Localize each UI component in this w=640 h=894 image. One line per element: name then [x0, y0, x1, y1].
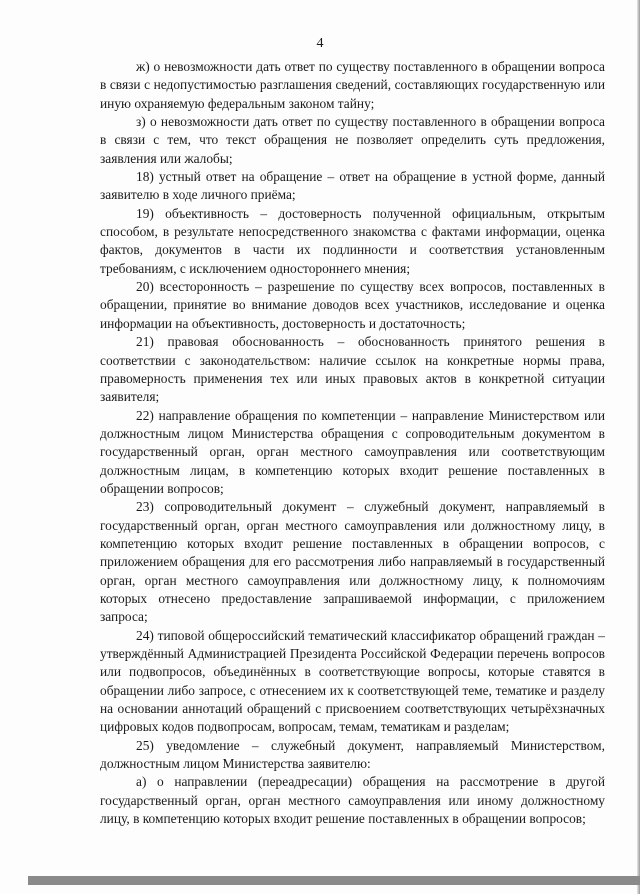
scan-edge-bottom: [28, 876, 640, 885]
paragraph-23: 23) сопроводительный документ – служебный документ, направляемый в государственный орган, орган местного самоуправления или должностному лицу, в компетенцию которых входит решение поставленных в обращении вопросов, с приложением обращения для его рассмотрения либо направляемый в государственный орган, орган местного самоуправления или должностному лицу, к полномочиям которых отнесено предоставление запрашиваемой информации, с приложением запроса;: [100, 499, 605, 625]
paragraph-22: 22) направление обращения по компетенции – направление Министерством или должностным лицом Министерства обращения с сопроводительным документом в государственный орган, орган местного самоуправления или соответствующим должностным лицам, в компетенцию которых входит решение поставленных в обращении вопросов;: [100, 407, 605, 496]
paragraph-25: 25) уведомление – служебный документ, направляемый Министерством, должностным лицом Министерства заявителю:: [100, 737, 605, 772]
document-body: [100, 58, 605, 828]
paragraph-20: 20) всесторонность – разрешение по существу всех вопросов, поставленных в обращении, принятие во внимание доводов всех участников, исследование и оценка информации на объективность, достоверность и достаточность;: [100, 279, 605, 331]
paragraph-24: 24) типовой общероссийский тематический классификатор обращений граждан – утверждённый Администрацией Президента Российской Федерации перечень вопросов или подвопросов, объединённых в соответствующие вопросы, которые ставятся в обращении либо запросе, с отнесением их к соответствующей теме, тематике и разделу на основании аннотаций обращений с присвоением соответствующих четырёхзначных цифровых кодов подвопросам, вопросам, темам, тематикам и разделам;: [100, 627, 605, 735]
paragraph-18: 18) устный ответ на обращение – ответ на обращение в устной форме, данный заявителю в ходе личного приёма;: [100, 169, 605, 203]
paragraph-z: з) о невозможности дать ответ по существу поставленного в обращении вопроса в связи с тем, что текст обращения не позволяет определить суть предложения, заявления или жалобы;: [100, 114, 605, 166]
paragraph-19: 19) объективность – достоверность полученной официальным, открытым способом, в результате непосредственного знакомства с фактами информации, оценка фактов, документов в части их подлинности и соответствия установленным требованиям, с исключением одностороннего мнения;: [100, 205, 605, 276]
paragraph-25a: а) о направлении (переадресации) обращения на рассмотрение в другой государственный орган, орган местного самоуправления или иному должностному лицу, в компетенцию которых входит решение поставленных в обращении вопросов;: [100, 774, 605, 827]
page-number: 4: [316, 36, 324, 51]
paragraph-21: 21) правовая обоснованность – обоснованность принятого решения в соответствии с законодательством: наличие ссылок на конкретные нормы права, правомерность применения тех или иных правовых актов в конкретной ситуации заявителя;: [100, 334, 605, 405]
paragraph-zh: ж) о невозможности дать ответ по существу поставленного в обращении вопроса в связи с недопустимостью разглашения сведений, составляющих государственную или иную охраняемую федеральным законом тайну;: [100, 59, 605, 111]
